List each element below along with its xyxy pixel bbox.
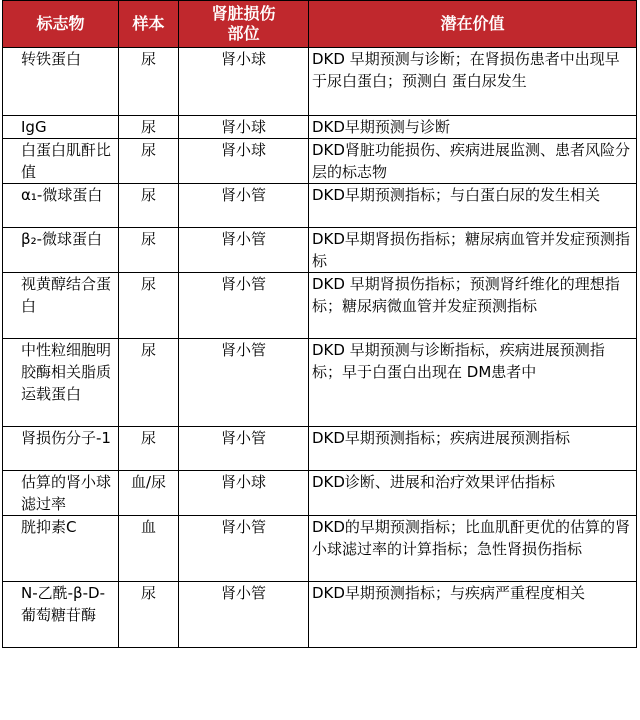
- sample-cell: 尿: [119, 116, 179, 139]
- table-row: [3, 516, 637, 582]
- biomarker-table-container: [2, 0, 636, 648]
- value-cell: DKD早期预测指标；与疾病严重程度相关: [309, 582, 637, 648]
- header-marker: 标志物: [3, 1, 119, 48]
- value-cell: DKD早期预测指标；疾病进展预测指标: [309, 427, 637, 471]
- table-row: [3, 427, 637, 471]
- site-cell: 肾小管: [179, 516, 309, 582]
- sample-cell: 尿: [119, 273, 179, 339]
- site-cell: 肾小管: [179, 228, 309, 273]
- table-row: [3, 228, 637, 273]
- table-row: [3, 139, 637, 184]
- value-cell: DKD 早期肾损伤指标；预测肾纤维化的理想指标；糖尿病微血管并发症预测指标: [309, 273, 637, 339]
- sample-cell: 血: [119, 516, 179, 582]
- value-cell: DKD 早期预测与诊断；在肾损伤患者中出现早于尿白蛋白；预测白 蛋白尿发生: [309, 48, 637, 116]
- sample-cell: 尿: [119, 139, 179, 184]
- header-sample: 样本: [119, 1, 179, 48]
- marker-cell: α₁-微球蛋白: [3, 184, 119, 228]
- table-row: [3, 339, 637, 427]
- value-cell: DKD的早期预测指标；比血肌酐更优的估算的肾小球滤过率的计算指标；急性肾损伤指标: [309, 516, 637, 582]
- table-row: [3, 471, 637, 516]
- marker-cell: 肾损伤分子-1: [3, 427, 119, 471]
- value-cell: DKD诊断、进展和治疗效果评估指标: [309, 471, 637, 516]
- site-cell: 肾小球: [179, 116, 309, 139]
- marker-cell: 白蛋白肌酐比值: [3, 139, 119, 184]
- table-row: [3, 582, 637, 648]
- site-cell: 肾小管: [179, 427, 309, 471]
- site-cell: 肾小球: [179, 48, 309, 116]
- header-site: 肾脏损伤部位: [179, 1, 309, 48]
- table-row: [3, 273, 637, 339]
- marker-cell: 胱抑素C: [3, 516, 119, 582]
- value-cell: DKD早期肾损伤指标；糖尿病血管并发症预测指标: [309, 228, 637, 273]
- table-row: [3, 116, 637, 139]
- value-cell: DKD早期预测与诊断: [309, 116, 637, 139]
- site-cell: 肾小球: [179, 139, 309, 184]
- marker-cell: 视黄醇结合蛋白: [3, 273, 119, 339]
- marker-cell: β₂-微球蛋白: [3, 228, 119, 273]
- sample-cell: 尿: [119, 582, 179, 648]
- sample-cell: 尿: [119, 228, 179, 273]
- table-row: [3, 48, 637, 116]
- marker-cell: IgG: [3, 116, 119, 139]
- sample-cell: 尿: [119, 427, 179, 471]
- site-cell: 肾小管: [179, 582, 309, 648]
- table-header-row: [3, 1, 637, 48]
- sample-cell: 血/尿: [119, 471, 179, 516]
- value-cell: DKD 早期预测与诊断指标，疾病进展预测指标；早于白蛋白出现在 DM患者中: [309, 339, 637, 427]
- site-cell: 肾小管: [179, 273, 309, 339]
- biomarker-table: [2, 0, 637, 648]
- table-row: [3, 184, 637, 228]
- sample-cell: 尿: [119, 339, 179, 427]
- marker-cell: N-乙酰-β-D-葡萄糖苷酶: [3, 582, 119, 648]
- site-cell: 肾小管: [179, 184, 309, 228]
- header-value: 潜在价值: [309, 1, 637, 48]
- marker-cell: 估算的肾小球滤过率: [3, 471, 119, 516]
- site-cell: 肾小管: [179, 339, 309, 427]
- value-cell: DKD早期预测指标；与白蛋白尿的发生相关: [309, 184, 637, 228]
- value-cell: DKD肾脏功能损伤、疾病进展监测、患者风险分层的标志物: [309, 139, 637, 184]
- table-body: [3, 48, 637, 648]
- sample-cell: 尿: [119, 184, 179, 228]
- marker-cell: 中性粒细胞明胶酶相关脂质运载蛋白: [3, 339, 119, 427]
- marker-cell: 转铁蛋白: [3, 48, 119, 116]
- site-cell: 肾小球: [179, 471, 309, 516]
- sample-cell: 尿: [119, 48, 179, 116]
